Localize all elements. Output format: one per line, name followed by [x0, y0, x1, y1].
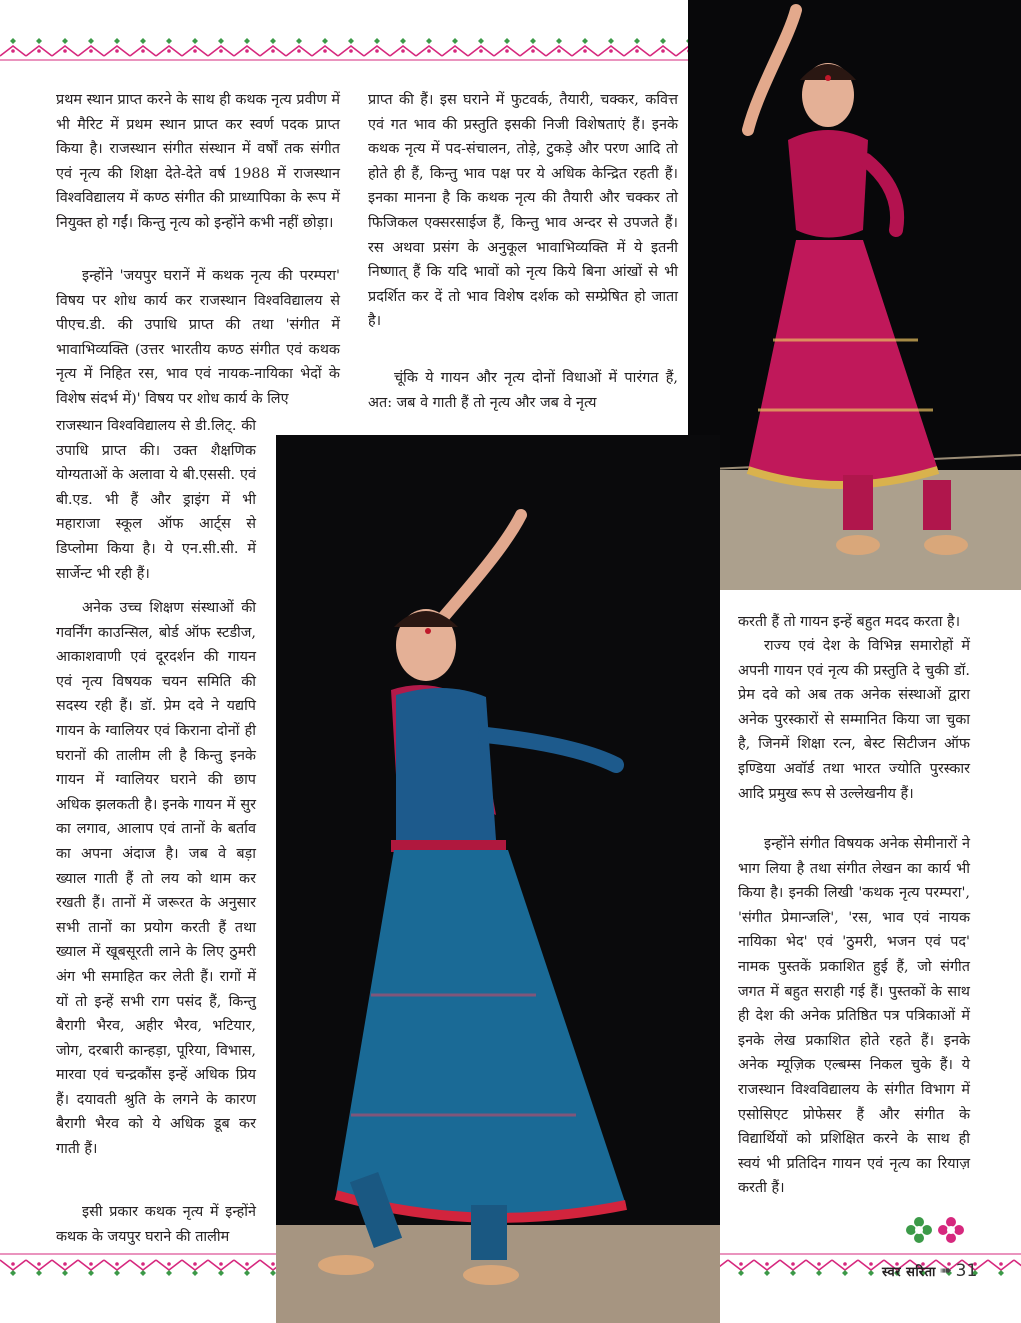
col1-paragraph-4: इसी प्रकार कथक नृत्य में इन्होंने कथक के जयपुर घराने की तालीम — [56, 1204, 256, 1245]
col1-paragraph-3: अनेक उच्च शिक्षण संस्थाओं की गवर्निंग काउन्सिल, बोर्ड ऑफ स्टडीज, आकाशवाणी एवं दूरदर्शन की गायन एवं नृत्य विषयक चयन समिति की सदस्य रही हैं। डॉ. प्रेम दवे ने यद्यपि गायन के ग्वालियर एवं किराना दोनों ही घरानों की तालीम ली है किन्तु इनके गायन में ग्वालियर घराने की छाप अधिक झलकती है। इनके गायन में सुर का लगाव, आलाप एवं तानों के बर्ताव का अपना अंदाज है। जब वे बड़ा ख्याल गाती हैं तो लय को थाम कर रखती हैं। तानों में जरूरत के अनुसार सभी तानों का प्रयोग करती हैं तथा ख्याल में खूबसूरती लाने के लिए ठुमरी अंग भी समाहित कर लेती हैं। रागों में यों तो इन्हें सभी राग पसंद हैं, किन्तु बैरागी भैरव, अहीर भैरव, भटियार, जोग, दरबारी कान्हड़ा, पूरिया, विभास, मारवा एवं चन्द्रकौंस इन्हें अधिक प्रिय हैं। दयावती श्रुति के लगने के कारण बैरागी भैरव को ये अधिक डूब कर गाती हैं। — [56, 600, 256, 1158]
col1-paragraph-2: इन्होंने 'जयपुर घरानें में कथक नृत्य की परम्परा' विषय पर शोध कार्य कर राजस्थान विश्वविद्यालय से पीएच.डी. की उपाधि प्राप्त की तथा 'संगीत में भावाभिव्यक्ति (उत्तर भारतीय कण्ठ संगीत एवं कथक नृत्य में निहित रस, भाव एवं नायक-नायिका भेदों के विशेष संदर्भ में)' विषय पर शोध कार्य के लिए — [56, 268, 340, 407]
flower-ornament-pink-icon — [938, 1217, 964, 1243]
magazine-name: स्वर सरिता — [882, 1265, 936, 1280]
page-number: 31 — [955, 1261, 978, 1281]
col1-paragraph-1: प्रथम स्थान प्राप्त करने के साथ ही कथक नृत्य प्रवीण में भी मैरिट में प्रथम स्थान प्राप्त कर स्वर्ण पदक प्राप्त किया है। राजस्थान संगीत संस्थान में वर्षों तक संगीत एवं नृत्य की शिक्षा देते-देते वर्ष 1988 में राजस्थान विश्वविद्यालय में कण्ठ संगीत की प्राध्यापिका के रूप में नियुक्त हो गईं। किन्तु नृत्य को इन्होंने कभी नहीं छोड़ा। — [56, 92, 340, 231]
col3-paragraph-2: राज्य एवं देश के विभिन्न समारोहों में अपनी गायन एवं नृत्य की प्रस्तुति दे चुकी डॉ. प्रेम दवे को अब तक अनेक संस्थाओं द्वारा अनेक पुरस्कारों से सम्मानित किया जा चुका है, जिनमें शिक्षा रत्न, बेस्ट सिटीजन ऑफ इण्डिया अवॉर्ड तथा भारत ज्योति पुरस्कार आदि प्रमुख रूप से उल्लेखनीय हैं। — [738, 638, 970, 802]
dancer-photo-center — [276, 435, 720, 1323]
dancer-photo-top-right — [688, 0, 1021, 590]
col3-paragraph-1: करती हैं तो गायन इन्हें बहुत मदद करता है। — [738, 614, 961, 630]
col2-paragraph-1: प्राप्त की हैं। इस घराने में फुटवर्क, तैयारी, चक्कर, कवित्त एवं गत भाव की प्रस्तुति इसकी निजी विशेषताएं हैं। इनके कथक नृत्य में पद-संचालन, तोड़े, टुकड़े और परण आदि तो होते ही हैं, किन्तु भाव पक्ष पर ये अधिक केन्द्रित रहती हैं। इनका मानना है कि कथक नृत्य की तैयारी और चक्कर तो फिजिकल एक्सरसाईज हैं, किन्तु भाव अन्दर से उपजते हैं। रस अथवा प्रसंग के अनुकूल भावाभिव्यक्ति में ये इतनी निष्णात् हैं कि यदि भावों को नृत्य किये बिना आंखों से भी प्रदर्शित कर दें तो भाव विशेष दर्शक को सम्प्रेषित हो जाता है। — [368, 92, 678, 330]
flower-ornament-green-icon — [906, 1217, 932, 1243]
col2-paragraph-2: चूंकि ये गायन और नृत्य दोनों विधाओं में पारंगत हैं, अत: जब वे गाती हैं तो नृत्य और जब वे नृत्य — [368, 370, 678, 411]
top-decorative-border — [0, 34, 690, 62]
footer-brand — [882, 1261, 977, 1281]
col3-paragraph-3: इन्होंने संगीत विषयक अनेक सेमीनारों ने भाग लिया है तथा संगीत लेखन का कार्य भी किया है। इनकी लिखी 'कथक नृत्य परम्परा', 'संगीत प्रेमान्जलि', 'रस, भाव एवं नायक नायिका भेद' एवं 'ठुमरी, भजन एवं पद' नामक पुस्तकें प्रकाशित हुई हैं, जो संगीत जगत में बहुत सराही गई हैं। पुस्तकों के साथ ही देश की अनेक प्रतिष्ठित पत्र पत्रिकाओं में इनके लेख प्रकाशित होते रहते हैं। इनके अनेक म्यूज़िक एल्बम्स निकल चुके हैं। ये राजस्थान विश्वविद्यालय के संगीत विभाग में एसोसिएट प्रोफेसर हैं और संगीत के विद्यार्थियों को प्रशिक्षित करने के साथ ही स्वयं भी प्रतिदिन गायन एवं नृत्य का रियाज़ करती हैं। — [738, 836, 970, 1197]
col1-paragraph-2-continued: राजस्थान विश्वविद्यालय से डी.लिट्. की उपाधि प्राप्त की। उक्त शैक्षणिक योग्यताओं के अलावा ये बी.एससी. एवं बी.एड. भी हैं और ड्राइंग में भी महाराजा स्कूल ऑफ आर्ट्स से डिप्लोमा किया है। ये एन.सी.सी. में सार्जेन्ट भी रही हैं। — [56, 418, 256, 582]
arrow-right-icon: ➠ — [939, 1263, 952, 1279]
